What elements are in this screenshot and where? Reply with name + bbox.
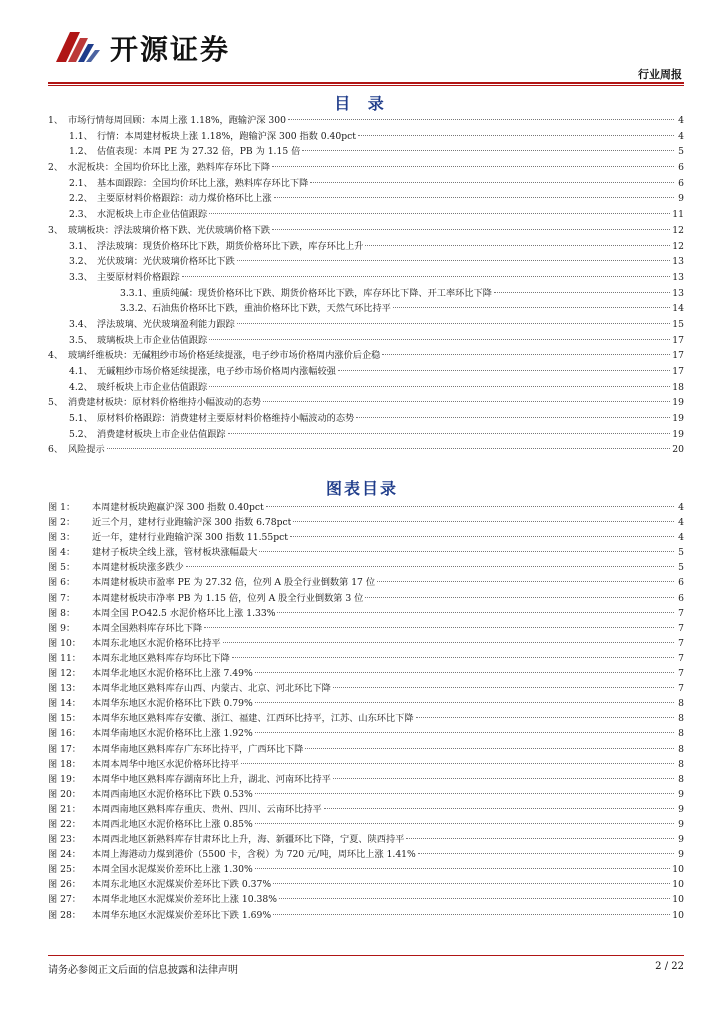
entry-number: 图 12：: [48, 668, 81, 680]
toc-entry[interactable]: [48, 442, 684, 458]
entry-page-number: 7: [678, 637, 684, 649]
entry-title: 本周建材板块市净率 PB 为 1.15 倍，位列 A 股全行业倒数第 3 位: [92, 592, 364, 604]
entry-number: 图 16：: [48, 728, 81, 740]
entry-title: 本周华中地区熟料库存湖南环比上升，湖北、河南环比持平: [92, 773, 331, 785]
toc-entry[interactable]: [48, 286, 684, 302]
brand-name: 开源证券: [110, 33, 231, 66]
dot-leader: [365, 597, 674, 598]
dot-leader: [237, 260, 670, 261]
entry-number: 图 8：: [48, 607, 76, 619]
entry-page-number: 8: [678, 773, 684, 785]
entry-page-number: 8: [678, 728, 684, 740]
entry-number: 图 13：: [48, 683, 81, 695]
entry-number: 图 3：: [48, 532, 76, 544]
toc-entry[interactable]: [48, 395, 684, 411]
toc-entry[interactable]: [48, 427, 684, 443]
entry-title: 浮法玻璃、光伏玻璃盈利能力跟踪: [97, 318, 235, 330]
dot-leader: [223, 642, 674, 643]
entry-number: 3.4、: [69, 318, 93, 330]
entry-number: 图 21：: [48, 803, 81, 815]
figure-index-entry[interactable]: [48, 892, 684, 907]
figure-index-entry[interactable]: [48, 817, 684, 832]
entry-title: 本周建材板块跑赢沪深 300 指数 0.40pct: [92, 502, 264, 513]
dot-leader: [259, 551, 674, 552]
entry-title: 本周东北地区水泥煤炭价差环比下跌 0.37%: [92, 879, 272, 891]
dot-leader: [272, 229, 670, 230]
entry-page-number: 17: [672, 350, 684, 362]
entry-page-number: 20: [672, 444, 684, 456]
entry-number: 5.2、: [69, 428, 93, 440]
entry-page-number: 13: [672, 287, 684, 299]
logo-mark-icon: [54, 28, 104, 66]
figure-index-entry[interactable]: [48, 877, 684, 892]
page-number: 2 / 22: [655, 961, 684, 972]
entry-page-number: 8: [678, 743, 684, 755]
entry-title: 本周华东地区熟料库存安徽、浙江、福建、江西环比持平，江苏、山东环比下降: [92, 713, 414, 725]
entry-title: 本周西北地区新熟料库存甘肃环比上升，海、新疆环比下降，宁夏、陕西持平: [92, 834, 405, 846]
dot-leader: [274, 197, 674, 198]
figure-index-entry[interactable]: [48, 696, 684, 711]
entry-title: 光伏玻璃：光伏玻璃价格环比下跌: [97, 256, 235, 268]
entry-title: 行情：本周建材板块上涨 1.18%，跑输沪深 300 指数 0.40pct: [97, 130, 356, 142]
toc-entry[interactable]: [48, 254, 684, 270]
entry-title: 本周建材板块涨多跌少: [92, 562, 184, 574]
figure-index-entry[interactable]: [48, 636, 684, 651]
figure-index-entry[interactable]: [48, 500, 684, 515]
figure-index-entry[interactable]: [48, 908, 684, 923]
dot-leader: [406, 838, 674, 839]
header-divider-thin: [48, 85, 684, 86]
entry-page-number: 13: [672, 256, 684, 268]
toc-entry[interactable]: [48, 176, 684, 192]
entry-number: 图 6：: [48, 577, 76, 589]
entry-page-number: 4: [678, 115, 684, 126]
entry-number: 3.3、: [69, 271, 93, 283]
entry-title: 玻璃板块：浮法玻璃价格下跌、光伏玻璃价格下跌: [68, 224, 271, 236]
entry-page-number: 7: [678, 652, 684, 664]
figure-index-entry[interactable]: [48, 530, 684, 545]
toc-entry[interactable]: [48, 301, 684, 317]
figure-index-entry[interactable]: [48, 681, 684, 696]
entry-page-number: 10: [672, 879, 684, 891]
entry-page-number: 9: [678, 834, 684, 846]
disclaimer-note: 请务必参阅正文后面的信息披露和法律声明: [48, 965, 238, 976]
entry-page-number: 9: [678, 818, 684, 830]
entry-number: 图 15：: [48, 713, 81, 725]
toc-entry[interactable]: [48, 411, 684, 427]
dot-leader: [273, 883, 670, 884]
entry-title: 估值表现：本周 PE 为 27.32 倍，PB 为 1.15 倍: [97, 146, 301, 158]
figure-index-entry[interactable]: [48, 847, 684, 862]
entry-title: 水泥板块上市企业估值跟踪: [97, 209, 208, 221]
entry-number: 4.2、: [69, 381, 93, 393]
entry-page-number: 17: [672, 334, 684, 346]
toc-entry[interactable]: [48, 144, 684, 160]
dot-leader: [255, 702, 674, 703]
figure-index-entry[interactable]: [48, 726, 684, 741]
entry-number: 图 2：: [48, 517, 76, 529]
entry-number: 1、: [48, 115, 64, 126]
entry-number: 3.5、: [69, 334, 93, 346]
entry-title: 本周华东地区水泥价格环比下跌 0.79%: [92, 698, 253, 710]
entry-number: 图 20：: [48, 788, 81, 800]
entry-number: 图 22：: [48, 818, 81, 830]
entry-title: 无碱粗纱市场价格延续提涨，电子纱市场价格周内涨幅较强: [97, 366, 336, 377]
entry-page-number: 19: [672, 428, 684, 440]
entry-number: 图 27：: [48, 894, 81, 906]
entry-title: 近一年，建材行业跑输沪深 300 指数 11.55pct: [92, 532, 288, 544]
entry-number: 图 9：: [48, 622, 76, 634]
entry-page-number: 9: [678, 849, 684, 861]
entry-number: 图 24：: [48, 849, 81, 861]
entry-title: 玻璃纤维板块：无碱粗纱市场价格延续提涨，电子纱市场价格周内涨价后企稳: [68, 350, 381, 362]
figure-index-entry[interactable]: [48, 606, 684, 621]
entry-title: 本周华东地区水泥煤炭价差环比下跌 1.69%: [92, 909, 272, 921]
entry-number: 图 26：: [48, 879, 81, 891]
company-logo: [50, 22, 290, 66]
entry-number: 图 11：: [48, 652, 81, 664]
entry-page-number: 6: [678, 162, 684, 174]
figure-index-entry[interactable]: [48, 742, 684, 757]
dot-leader: [382, 354, 670, 355]
figure-index-entry[interactable]: [48, 666, 684, 681]
entry-page-number: 15: [672, 318, 684, 330]
figure-index-title: 图表目录: [325, 479, 398, 498]
dot-leader: [228, 433, 671, 434]
entry-title: 建材子板块全线上涨，管材板块涨幅最大: [92, 547, 258, 559]
entry-page-number: 8: [678, 758, 684, 770]
entry-page-number: 9: [678, 803, 684, 815]
toc-title: 目 录: [334, 94, 390, 113]
entry-number: 3、: [48, 224, 64, 236]
dot-leader: [237, 323, 670, 324]
entry-number: 3.2、: [69, 256, 93, 268]
figure-index-entry[interactable]: [48, 757, 684, 772]
dot-leader: [358, 135, 674, 136]
entry-title: 重质纯碱：现货价格环比下跌、期货价格环比下跌，库存环比下降、开工率环比下降: [152, 287, 492, 299]
toc-entry[interactable]: [48, 333, 684, 349]
toc-entry[interactable]: [48, 348, 684, 364]
entry-title: 玻璃板块上市企业估值跟踪: [97, 334, 208, 346]
toc-entry[interactable]: [48, 113, 684, 129]
entry-number: 2、: [48, 162, 64, 174]
entry-number: 图 18：: [48, 758, 81, 770]
dot-leader: [255, 793, 674, 794]
report-type-label: 行业周报: [638, 68, 682, 81]
entry-number: 图 25：: [48, 864, 81, 876]
dot-leader: [266, 506, 674, 507]
toc-entry[interactable]: [48, 239, 684, 255]
page-header: [48, 18, 684, 81]
entry-title: 消费建材板块：原材料价格维持小幅波动的态势: [68, 397, 261, 409]
toc-list: [48, 113, 684, 458]
entry-title: 本周华南地区水泥价格环比上涨 1.92%: [92, 728, 253, 740]
figure-index-entry[interactable]: [48, 832, 684, 847]
dot-leader: [241, 763, 674, 764]
entry-number: 5.1、: [69, 413, 93, 425]
entry-title: 本周西南地区水泥价格环比下跌 0.53%: [92, 788, 253, 800]
dot-leader: [107, 448, 671, 449]
dot-leader: [365, 245, 670, 246]
entry-number: 1.2、: [69, 146, 93, 158]
toc-entry[interactable]: [48, 129, 684, 145]
dot-leader: [377, 581, 674, 582]
dot-leader: [324, 808, 674, 809]
entry-title: 市场行情每周回顾：本周上涨 1.18%，跑输沪深 300: [68, 115, 286, 126]
entry-page-number: 10: [672, 909, 684, 921]
entry-title: 浮法玻璃：现货价格环比下跌，期货价格环比下跌，库存环比上升: [97, 240, 364, 252]
entry-title: 本周上海港动力煤到港价（5500 卡，含税）为 720 元/吨，周环比上涨 1.41%: [92, 849, 416, 861]
dot-leader: [263, 401, 670, 402]
figure-index-entry[interactable]: [48, 545, 684, 560]
entry-title: 本周西南地区熟料库存重庆、贵州、四川、云南环比持平: [92, 803, 322, 815]
entry-title: 水泥板块：全国均价环比上涨，熟料库存环比下降: [68, 162, 271, 174]
entry-number: 4、: [48, 350, 64, 362]
dot-leader: [310, 182, 674, 183]
entry-title: 本周东北地区熟料库存均环比下降: [92, 652, 230, 664]
entry-number: 图 23：: [48, 834, 81, 846]
entry-page-number: 7: [678, 607, 684, 619]
entry-page-number: 8: [678, 713, 684, 725]
figure-index-entry[interactable]: [48, 575, 684, 590]
dot-leader: [209, 386, 670, 387]
entry-page-number: 9: [678, 788, 684, 800]
figure-index-entry[interactable]: [48, 591, 684, 606]
dot-leader: [393, 307, 670, 308]
entry-number: 5、: [48, 397, 64, 409]
entry-number: 图 14：: [48, 698, 81, 710]
entry-page-number: 12: [672, 224, 684, 236]
entry-number: 6、: [48, 444, 64, 456]
entry-page-number: 4: [678, 130, 684, 142]
entry-page-number: 6: [678, 177, 684, 189]
dot-leader: [279, 898, 670, 899]
entry-number: 图 10：: [48, 637, 81, 649]
entry-number: 图 5：: [48, 562, 76, 574]
entry-number: 2.2、: [69, 193, 93, 205]
dot-leader: [293, 521, 674, 522]
toc-entry[interactable]: [48, 223, 684, 239]
entry-title: 主要原材料价格跟踪: [97, 271, 180, 283]
dot-leader: [494, 292, 670, 293]
entry-page-number: 4: [678, 532, 684, 544]
entry-title: 风险提示: [68, 444, 105, 456]
dot-leader: [333, 778, 674, 779]
figure-index-entry[interactable]: [48, 772, 684, 787]
entry-page-number: 7: [678, 622, 684, 634]
dot-leader: [305, 748, 674, 749]
entry-page-number: 6: [678, 577, 684, 589]
entry-page-number: 9: [678, 193, 684, 205]
entry-title: 本周建材板块市盈率 PE 为 27.32 倍，位列 A 股全行业倒数第 17 位: [92, 577, 376, 589]
entry-page-number: 10: [672, 894, 684, 906]
dot-leader: [255, 672, 674, 673]
entry-title: 基本面跟踪：全国均价环比上涨，熟料库存环比下降: [97, 177, 309, 189]
entry-title: 主要原材料价格跟踪：动力煤价格环比上涨: [97, 193, 272, 205]
entry-title: 消费建材板块上市企业估值跟踪: [97, 428, 226, 440]
dot-leader: [333, 687, 674, 688]
entry-title: 本周华南地区熟料库存广东环比持平，广西环比下降: [92, 743, 304, 755]
entry-page-number: 5: [678, 562, 684, 574]
toc-entry[interactable]: [48, 364, 684, 380]
figure-index-entry[interactable]: [48, 621, 684, 636]
entry-title: 本周全国水泥煤炭价差环比上涨 1.30%: [92, 864, 253, 876]
entry-title: 本周华北地区水泥煤炭价差环比上涨 10.38%: [92, 894, 277, 906]
entry-page-number: 10: [672, 864, 684, 876]
figure-index-entry[interactable]: [48, 560, 684, 575]
dot-leader: [186, 566, 674, 567]
entry-page-number: 17: [672, 366, 684, 377]
entry-number: 图 28：: [48, 909, 81, 921]
figure-index-entry[interactable]: [48, 802, 684, 817]
toc-entry[interactable]: [48, 191, 684, 207]
toc-entry[interactable]: [48, 270, 684, 286]
header-divider: [48, 82, 684, 84]
dot-leader: [182, 276, 671, 277]
entry-title: 石油焦价格环比下跌，重油价格环比下跌，天然气环比持平: [152, 303, 391, 315]
entry-page-number: 6: [678, 592, 684, 604]
entry-page-number: 11: [672, 209, 684, 221]
dot-leader: [288, 119, 674, 120]
entry-page-number: 5: [678, 146, 684, 158]
figure-index-list: [48, 500, 684, 923]
entry-number: 3.1、: [69, 240, 93, 252]
entry-number: 图 7：: [48, 592, 76, 604]
dot-leader: [232, 657, 674, 658]
dot-leader: [277, 612, 674, 613]
figure-index-entry[interactable]: [48, 515, 684, 530]
dot-leader: [273, 914, 670, 915]
dot-leader: [255, 823, 674, 824]
entry-title: 玻纤板块上市企业估值跟踪: [97, 381, 208, 393]
dot-leader: [356, 417, 670, 418]
entry-title: 原材料价格跟踪：消费建材主要原材料价格维持小幅波动的态势: [97, 413, 355, 425]
dot-leader: [209, 213, 670, 214]
entry-page-number: 12: [672, 240, 684, 252]
entry-title: 本周本周华中地区水泥价格环比持平: [92, 758, 239, 770]
dot-leader: [338, 370, 670, 371]
entry-title: 近三个月，建材行业跑输沪深 300 指数 6.78pct: [92, 517, 292, 529]
entry-number: 3.3.1、: [120, 287, 153, 299]
entry-title: 本周华北地区水泥价格环比上涨 7.49%: [92, 668, 253, 680]
entry-number: 图 1：: [48, 502, 76, 513]
entry-page-number: 19: [672, 413, 684, 425]
dot-leader: [255, 732, 674, 733]
toc-entry[interactable]: [48, 160, 684, 176]
entry-page-number: 8: [678, 698, 684, 710]
entry-number: 2.1、: [69, 177, 93, 189]
toc-entry[interactable]: [48, 317, 684, 333]
entry-number: 1.1、: [69, 130, 93, 142]
entry-page-number: 5: [678, 547, 684, 559]
entry-page-number: 13: [672, 271, 684, 283]
entry-title: 本周全国 P.O42.5 水泥价格环比上涨 1.33%: [92, 607, 276, 619]
toc-entry[interactable]: [48, 207, 684, 223]
entry-number: 4.1、: [69, 366, 93, 377]
dot-leader: [204, 627, 674, 628]
dot-leader: [272, 166, 674, 167]
figure-index-entry[interactable]: [48, 651, 684, 666]
dot-leader: [302, 150, 674, 151]
entry-page-number: 7: [678, 668, 684, 680]
entry-page-number: 4: [678, 517, 684, 529]
entry-number: 图 4：: [48, 547, 76, 559]
entry-page-number: 19: [672, 397, 684, 409]
figure-index-entry[interactable]: [48, 711, 684, 726]
entry-page-number: 7: [678, 683, 684, 695]
dot-leader: [416, 717, 674, 718]
toc-entry[interactable]: [48, 380, 684, 396]
entry-page-number: 18: [672, 381, 684, 393]
dot-leader: [290, 536, 674, 537]
entry-title: 本周西北地区水泥价格环比上涨 0.85%: [92, 818, 253, 830]
entry-title: 本周华北地区熟料库存山西、内蒙古、北京、河北环比下降: [92, 683, 331, 695]
entry-title: 本周东北地区水泥价格环比持平: [92, 637, 221, 649]
figure-index-entry[interactable]: [48, 862, 684, 877]
entry-page-number: 4: [678, 502, 684, 513]
entry-title: 本周全国熟料库存环比下降: [92, 622, 203, 634]
entry-page-number: 14: [672, 303, 684, 315]
entry-number: 2.3、: [69, 209, 93, 221]
figure-index-entry[interactable]: [48, 787, 684, 802]
footer-divider: [48, 955, 684, 956]
dot-leader: [418, 853, 674, 854]
dot-leader: [209, 339, 670, 340]
entry-number: 图 17：: [48, 743, 81, 755]
entry-number: 图 19：: [48, 773, 81, 785]
dot-leader: [255, 868, 671, 869]
entry-number: 3.3.2、: [120, 303, 153, 315]
